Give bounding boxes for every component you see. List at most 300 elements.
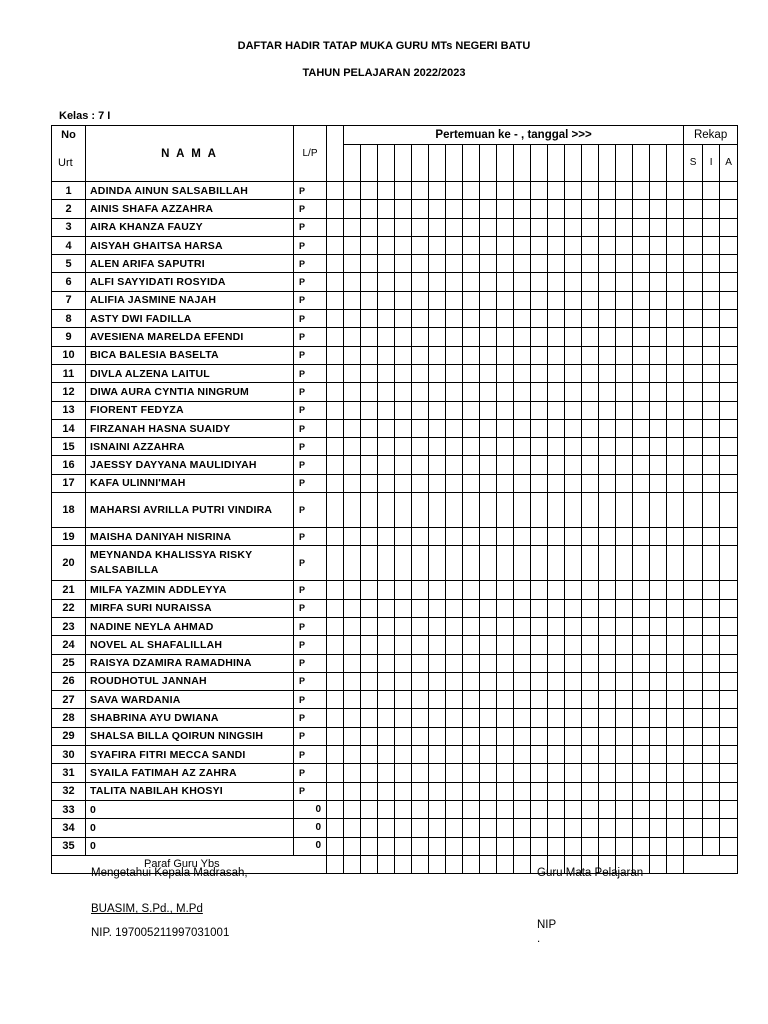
paraf-cell[interactable] xyxy=(667,855,684,873)
attendance-cell[interactable] xyxy=(497,291,514,309)
attendance-cell[interactable] xyxy=(412,383,429,401)
attendance-cell[interactable] xyxy=(531,255,548,273)
rekap-cell[interactable] xyxy=(684,346,703,364)
attendance-cell[interactable] xyxy=(616,727,633,745)
rekap-cell[interactable] xyxy=(684,800,703,818)
meeting-header-cell[interactable] xyxy=(667,145,684,182)
rekap-cell[interactable] xyxy=(720,837,738,855)
attendance-cell[interactable] xyxy=(548,456,565,474)
attendance-cell[interactable] xyxy=(463,200,480,218)
attendance-cell[interactable] xyxy=(650,654,667,672)
rekap-cell[interactable] xyxy=(720,654,738,672)
rekap-cell[interactable] xyxy=(703,800,720,818)
attendance-cell[interactable] xyxy=(548,328,565,346)
attendance-cell[interactable] xyxy=(650,401,667,419)
rekap-cell[interactable] xyxy=(720,764,738,782)
attendance-cell[interactable] xyxy=(395,346,412,364)
meeting-header-cell[interactable] xyxy=(497,145,514,182)
rekap-cell[interactable] xyxy=(720,438,738,456)
attendance-cell[interactable] xyxy=(378,182,395,200)
attendance-cell[interactable] xyxy=(565,672,582,690)
attendance-cell[interactable] xyxy=(565,346,582,364)
attendance-cell[interactable] xyxy=(361,383,378,401)
attendance-cell[interactable] xyxy=(565,200,582,218)
rekap-cell[interactable] xyxy=(684,328,703,346)
attendance-cell[interactable] xyxy=(395,456,412,474)
rekap-cell[interactable] xyxy=(703,218,720,236)
attendance-cell[interactable] xyxy=(463,310,480,328)
attendance-cell[interactable] xyxy=(395,672,412,690)
attendance-cell[interactable] xyxy=(633,599,650,617)
attendance-cell[interactable] xyxy=(395,709,412,727)
meeting-header-cell[interactable] xyxy=(395,145,412,182)
attendance-cell[interactable] xyxy=(446,654,463,672)
attendance-cell[interactable] xyxy=(429,419,446,437)
attendance-cell[interactable] xyxy=(395,599,412,617)
attendance-cell[interactable] xyxy=(599,493,616,528)
attendance-cell[interactable] xyxy=(650,636,667,654)
attendance-cell[interactable] xyxy=(565,654,582,672)
attendance-cell[interactable] xyxy=(378,364,395,382)
attendance-cell[interactable] xyxy=(599,672,616,690)
attendance-cell[interactable] xyxy=(344,691,361,709)
attendance-cell[interactable] xyxy=(463,636,480,654)
attendance-cell[interactable] xyxy=(429,654,446,672)
attendance-cell[interactable] xyxy=(463,474,480,492)
attendance-cell[interactable] xyxy=(565,364,582,382)
attendance-cell[interactable] xyxy=(446,310,463,328)
attendance-cell[interactable] xyxy=(378,727,395,745)
attendance-cell[interactable] xyxy=(667,636,684,654)
attendance-cell[interactable] xyxy=(548,438,565,456)
attendance-cell[interactable] xyxy=(446,474,463,492)
attendance-cell[interactable] xyxy=(599,800,616,818)
rekap-cell[interactable] xyxy=(703,401,720,419)
attendance-cell[interactable] xyxy=(378,236,395,254)
attendance-cell[interactable] xyxy=(599,456,616,474)
attendance-cell[interactable] xyxy=(582,474,599,492)
attendance-cell[interactable] xyxy=(582,182,599,200)
rekap-cell[interactable] xyxy=(703,782,720,800)
rekap-cell[interactable] xyxy=(720,691,738,709)
attendance-cell[interactable] xyxy=(378,819,395,837)
attendance-cell[interactable] xyxy=(565,764,582,782)
attendance-cell[interactable] xyxy=(344,800,361,818)
attendance-cell[interactable] xyxy=(412,218,429,236)
attendance-cell[interactable] xyxy=(429,746,446,764)
attendance-cell[interactable] xyxy=(480,273,497,291)
rekap-cell[interactable] xyxy=(720,401,738,419)
attendance-cell[interactable] xyxy=(378,474,395,492)
attendance-cell[interactable] xyxy=(565,328,582,346)
attendance-cell[interactable] xyxy=(582,581,599,599)
attendance-cell[interactable] xyxy=(616,546,633,581)
attendance-cell[interactable] xyxy=(429,493,446,528)
attendance-cell[interactable] xyxy=(616,654,633,672)
attendance-cell[interactable] xyxy=(531,383,548,401)
attendance-cell[interactable] xyxy=(497,654,514,672)
attendance-cell[interactable] xyxy=(548,346,565,364)
attendance-cell[interactable] xyxy=(582,764,599,782)
attendance-cell[interactable] xyxy=(463,782,480,800)
attendance-cell[interactable] xyxy=(599,474,616,492)
attendance-cell[interactable] xyxy=(599,200,616,218)
attendance-cell[interactable] xyxy=(565,800,582,818)
attendance-cell[interactable] xyxy=(514,837,531,855)
attendance-cell[interactable] xyxy=(378,672,395,690)
attendance-cell[interactable] xyxy=(344,328,361,346)
attendance-cell[interactable] xyxy=(429,401,446,419)
attendance-cell[interactable] xyxy=(514,419,531,437)
attendance-cell[interactable] xyxy=(361,617,378,635)
attendance-cell[interactable] xyxy=(446,782,463,800)
attendance-cell[interactable] xyxy=(548,691,565,709)
attendance-cell[interactable] xyxy=(497,346,514,364)
attendance-cell[interactable] xyxy=(378,581,395,599)
attendance-cell[interactable] xyxy=(514,617,531,635)
attendance-cell[interactable] xyxy=(395,401,412,419)
rekap-cell[interactable] xyxy=(720,782,738,800)
attendance-cell[interactable] xyxy=(412,672,429,690)
attendance-cell[interactable] xyxy=(548,419,565,437)
attendance-cell[interactable] xyxy=(633,819,650,837)
attendance-cell[interactable] xyxy=(514,383,531,401)
attendance-cell[interactable] xyxy=(344,727,361,745)
attendance-cell[interactable] xyxy=(633,273,650,291)
attendance-cell[interactable] xyxy=(429,236,446,254)
attendance-cell[interactable] xyxy=(531,218,548,236)
attendance-cell[interactable] xyxy=(565,273,582,291)
attendance-cell[interactable] xyxy=(633,236,650,254)
attendance-cell[interactable] xyxy=(616,800,633,818)
attendance-cell[interactable] xyxy=(344,236,361,254)
rekap-cell[interactable] xyxy=(703,654,720,672)
attendance-cell[interactable] xyxy=(548,709,565,727)
attendance-cell[interactable] xyxy=(497,819,514,837)
attendance-cell[interactable] xyxy=(480,328,497,346)
attendance-cell[interactable] xyxy=(582,636,599,654)
attendance-cell[interactable] xyxy=(480,672,497,690)
rekap-cell[interactable] xyxy=(684,273,703,291)
attendance-cell[interactable] xyxy=(446,636,463,654)
attendance-cell[interactable] xyxy=(548,200,565,218)
rekap-cell[interactable] xyxy=(703,456,720,474)
attendance-cell[interactable] xyxy=(497,709,514,727)
attendance-cell[interactable] xyxy=(667,672,684,690)
attendance-cell[interactable] xyxy=(531,493,548,528)
attendance-cell[interactable] xyxy=(395,364,412,382)
rekap-cell[interactable] xyxy=(703,419,720,437)
paraf-cell[interactable] xyxy=(378,855,395,873)
attendance-cell[interactable] xyxy=(650,493,667,528)
attendance-cell[interactable] xyxy=(446,709,463,727)
attendance-cell[interactable] xyxy=(633,746,650,764)
attendance-cell[interactable] xyxy=(667,291,684,309)
attendance-cell[interactable] xyxy=(599,364,616,382)
attendance-cell[interactable] xyxy=(599,438,616,456)
rekap-cell[interactable] xyxy=(720,746,738,764)
attendance-cell[interactable] xyxy=(480,746,497,764)
attendance-cell[interactable] xyxy=(412,727,429,745)
attendance-cell[interactable] xyxy=(599,310,616,328)
attendance-cell[interactable] xyxy=(667,328,684,346)
attendance-cell[interactable] xyxy=(378,617,395,635)
attendance-cell[interactable] xyxy=(480,255,497,273)
attendance-cell[interactable] xyxy=(582,383,599,401)
attendance-cell[interactable] xyxy=(497,599,514,617)
attendance-cell[interactable] xyxy=(395,291,412,309)
attendance-cell[interactable] xyxy=(616,819,633,837)
rekap-cell[interactable] xyxy=(720,672,738,690)
attendance-cell[interactable] xyxy=(650,837,667,855)
paraf-cell[interactable] xyxy=(514,855,531,873)
attendance-cell[interactable] xyxy=(395,617,412,635)
attendance-cell[interactable] xyxy=(344,528,361,546)
attendance-cell[interactable] xyxy=(616,273,633,291)
attendance-cell[interactable] xyxy=(548,364,565,382)
attendance-cell[interactable] xyxy=(548,782,565,800)
attendance-cell[interactable] xyxy=(344,764,361,782)
attendance-cell[interactable] xyxy=(531,837,548,855)
attendance-cell[interactable] xyxy=(378,291,395,309)
attendance-cell[interactable] xyxy=(531,200,548,218)
attendance-cell[interactable] xyxy=(344,218,361,236)
rekap-cell[interactable] xyxy=(720,218,738,236)
rekap-cell[interactable] xyxy=(720,493,738,528)
attendance-cell[interactable] xyxy=(429,581,446,599)
attendance-cell[interactable] xyxy=(412,709,429,727)
attendance-cell[interactable] xyxy=(463,438,480,456)
attendance-cell[interactable] xyxy=(548,599,565,617)
attendance-cell[interactable] xyxy=(599,691,616,709)
attendance-cell[interactable] xyxy=(548,255,565,273)
attendance-cell[interactable] xyxy=(548,218,565,236)
attendance-cell[interactable] xyxy=(616,581,633,599)
attendance-cell[interactable] xyxy=(667,438,684,456)
rekap-cell[interactable] xyxy=(703,746,720,764)
attendance-cell[interactable] xyxy=(344,255,361,273)
rekap-cell[interactable] xyxy=(684,528,703,546)
attendance-cell[interactable] xyxy=(497,236,514,254)
attendance-cell[interactable] xyxy=(582,691,599,709)
attendance-cell[interactable] xyxy=(650,236,667,254)
attendance-cell[interactable] xyxy=(497,218,514,236)
attendance-cell[interactable] xyxy=(548,581,565,599)
attendance-cell[interactable] xyxy=(344,401,361,419)
meeting-header-cell[interactable] xyxy=(531,145,548,182)
attendance-cell[interactable] xyxy=(650,273,667,291)
attendance-cell[interactable] xyxy=(395,273,412,291)
attendance-cell[interactable] xyxy=(633,291,650,309)
attendance-cell[interactable] xyxy=(344,346,361,364)
attendance-cell[interactable] xyxy=(531,364,548,382)
attendance-cell[interactable] xyxy=(531,310,548,328)
attendance-cell[interactable] xyxy=(582,617,599,635)
attendance-cell[interactable] xyxy=(650,800,667,818)
attendance-cell[interactable] xyxy=(344,419,361,437)
attendance-cell[interactable] xyxy=(531,401,548,419)
attendance-cell[interactable] xyxy=(548,528,565,546)
attendance-cell[interactable] xyxy=(497,310,514,328)
attendance-cell[interactable] xyxy=(565,709,582,727)
attendance-cell[interactable] xyxy=(480,819,497,837)
attendance-cell[interactable] xyxy=(412,438,429,456)
attendance-cell[interactable] xyxy=(650,709,667,727)
attendance-cell[interactable] xyxy=(599,255,616,273)
rekap-cell[interactable] xyxy=(720,528,738,546)
attendance-cell[interactable] xyxy=(429,291,446,309)
rekap-cell[interactable] xyxy=(684,819,703,837)
attendance-cell[interactable] xyxy=(548,401,565,419)
rekap-cell[interactable] xyxy=(684,546,703,581)
attendance-cell[interactable] xyxy=(667,800,684,818)
attendance-cell[interactable] xyxy=(599,617,616,635)
attendance-cell[interactable] xyxy=(429,528,446,546)
rekap-cell[interactable] xyxy=(684,236,703,254)
attendance-cell[interactable] xyxy=(599,182,616,200)
attendance-cell[interactable] xyxy=(361,401,378,419)
attendance-cell[interactable] xyxy=(463,182,480,200)
attendance-cell[interactable] xyxy=(616,709,633,727)
attendance-cell[interactable] xyxy=(616,746,633,764)
rekap-cell[interactable] xyxy=(720,456,738,474)
attendance-cell[interactable] xyxy=(463,236,480,254)
attendance-cell[interactable] xyxy=(582,456,599,474)
attendance-cell[interactable] xyxy=(480,200,497,218)
attendance-cell[interactable] xyxy=(633,218,650,236)
attendance-cell[interactable] xyxy=(344,819,361,837)
attendance-cell[interactable] xyxy=(582,200,599,218)
attendance-cell[interactable] xyxy=(548,383,565,401)
attendance-cell[interactable] xyxy=(667,255,684,273)
attendance-cell[interactable] xyxy=(361,218,378,236)
attendance-cell[interactable] xyxy=(344,654,361,672)
attendance-cell[interactable] xyxy=(565,438,582,456)
attendance-cell[interactable] xyxy=(412,273,429,291)
attendance-cell[interactable] xyxy=(446,672,463,690)
attendance-cell[interactable] xyxy=(463,401,480,419)
attendance-cell[interactable] xyxy=(650,218,667,236)
attendance-cell[interactable] xyxy=(480,654,497,672)
attendance-cell[interactable] xyxy=(633,546,650,581)
rekap-cell[interactable] xyxy=(703,546,720,581)
rekap-cell[interactable] xyxy=(703,709,720,727)
attendance-cell[interactable] xyxy=(599,746,616,764)
attendance-cell[interactable] xyxy=(446,764,463,782)
attendance-cell[interactable] xyxy=(429,346,446,364)
attendance-cell[interactable] xyxy=(361,800,378,818)
attendance-cell[interactable] xyxy=(514,182,531,200)
attendance-cell[interactable] xyxy=(429,819,446,837)
attendance-cell[interactable] xyxy=(344,837,361,855)
attendance-cell[interactable] xyxy=(582,346,599,364)
attendance-cell[interactable] xyxy=(446,800,463,818)
attendance-cell[interactable] xyxy=(633,528,650,546)
attendance-cell[interactable] xyxy=(616,493,633,528)
attendance-cell[interactable] xyxy=(361,236,378,254)
attendance-cell[interactable] xyxy=(412,528,429,546)
attendance-cell[interactable] xyxy=(480,310,497,328)
attendance-cell[interactable] xyxy=(667,727,684,745)
attendance-cell[interactable] xyxy=(480,709,497,727)
attendance-cell[interactable] xyxy=(446,218,463,236)
attendance-cell[interactable] xyxy=(599,419,616,437)
attendance-cell[interactable] xyxy=(361,182,378,200)
attendance-cell[interactable] xyxy=(548,654,565,672)
attendance-cell[interactable] xyxy=(463,546,480,581)
attendance-cell[interactable] xyxy=(378,546,395,581)
meeting-header-cell[interactable] xyxy=(361,145,378,182)
attendance-cell[interactable] xyxy=(616,236,633,254)
attendance-cell[interactable] xyxy=(650,182,667,200)
attendance-cell[interactable] xyxy=(412,782,429,800)
attendance-cell[interactable] xyxy=(463,273,480,291)
attendance-cell[interactable] xyxy=(480,764,497,782)
paraf-cell[interactable] xyxy=(429,855,446,873)
attendance-cell[interactable] xyxy=(633,182,650,200)
attendance-cell[interactable] xyxy=(633,493,650,528)
attendance-cell[interactable] xyxy=(582,654,599,672)
rekap-cell[interactable] xyxy=(720,255,738,273)
attendance-cell[interactable] xyxy=(565,456,582,474)
attendance-cell[interactable] xyxy=(548,800,565,818)
attendance-cell[interactable] xyxy=(497,746,514,764)
attendance-cell[interactable] xyxy=(582,672,599,690)
attendance-cell[interactable] xyxy=(378,782,395,800)
attendance-cell[interactable] xyxy=(514,636,531,654)
attendance-cell[interactable] xyxy=(633,837,650,855)
attendance-cell[interactable] xyxy=(582,528,599,546)
attendance-cell[interactable] xyxy=(633,456,650,474)
paraf-cell[interactable] xyxy=(412,855,429,873)
attendance-cell[interactable] xyxy=(378,746,395,764)
attendance-cell[interactable] xyxy=(480,837,497,855)
attendance-cell[interactable] xyxy=(378,310,395,328)
attendance-cell[interactable] xyxy=(429,218,446,236)
attendance-cell[interactable] xyxy=(378,401,395,419)
attendance-cell[interactable] xyxy=(616,310,633,328)
rekap-cell[interactable] xyxy=(720,546,738,581)
rekap-cell[interactable] xyxy=(720,364,738,382)
meeting-header-cell[interactable] xyxy=(480,145,497,182)
attendance-cell[interactable] xyxy=(429,691,446,709)
attendance-cell[interactable] xyxy=(463,419,480,437)
rekap-cell[interactable] xyxy=(684,709,703,727)
attendance-cell[interactable] xyxy=(633,782,650,800)
rekap-cell[interactable] xyxy=(703,581,720,599)
rekap-cell[interactable] xyxy=(703,528,720,546)
rekap-cell[interactable] xyxy=(684,782,703,800)
attendance-cell[interactable] xyxy=(395,218,412,236)
attendance-cell[interactable] xyxy=(633,581,650,599)
attendance-cell[interactable] xyxy=(565,255,582,273)
attendance-cell[interactable] xyxy=(429,636,446,654)
attendance-cell[interactable] xyxy=(463,672,480,690)
attendance-cell[interactable] xyxy=(599,819,616,837)
rekap-cell[interactable] xyxy=(703,383,720,401)
attendance-cell[interactable] xyxy=(412,581,429,599)
attendance-cell[interactable] xyxy=(361,493,378,528)
attendance-cell[interactable] xyxy=(497,581,514,599)
attendance-cell[interactable] xyxy=(344,291,361,309)
attendance-cell[interactable] xyxy=(429,255,446,273)
attendance-cell[interactable] xyxy=(616,691,633,709)
meeting-header-cell[interactable] xyxy=(446,145,463,182)
rekap-cell[interactable] xyxy=(684,837,703,855)
attendance-cell[interactable] xyxy=(412,401,429,419)
attendance-cell[interactable] xyxy=(548,764,565,782)
attendance-cell[interactable] xyxy=(548,182,565,200)
